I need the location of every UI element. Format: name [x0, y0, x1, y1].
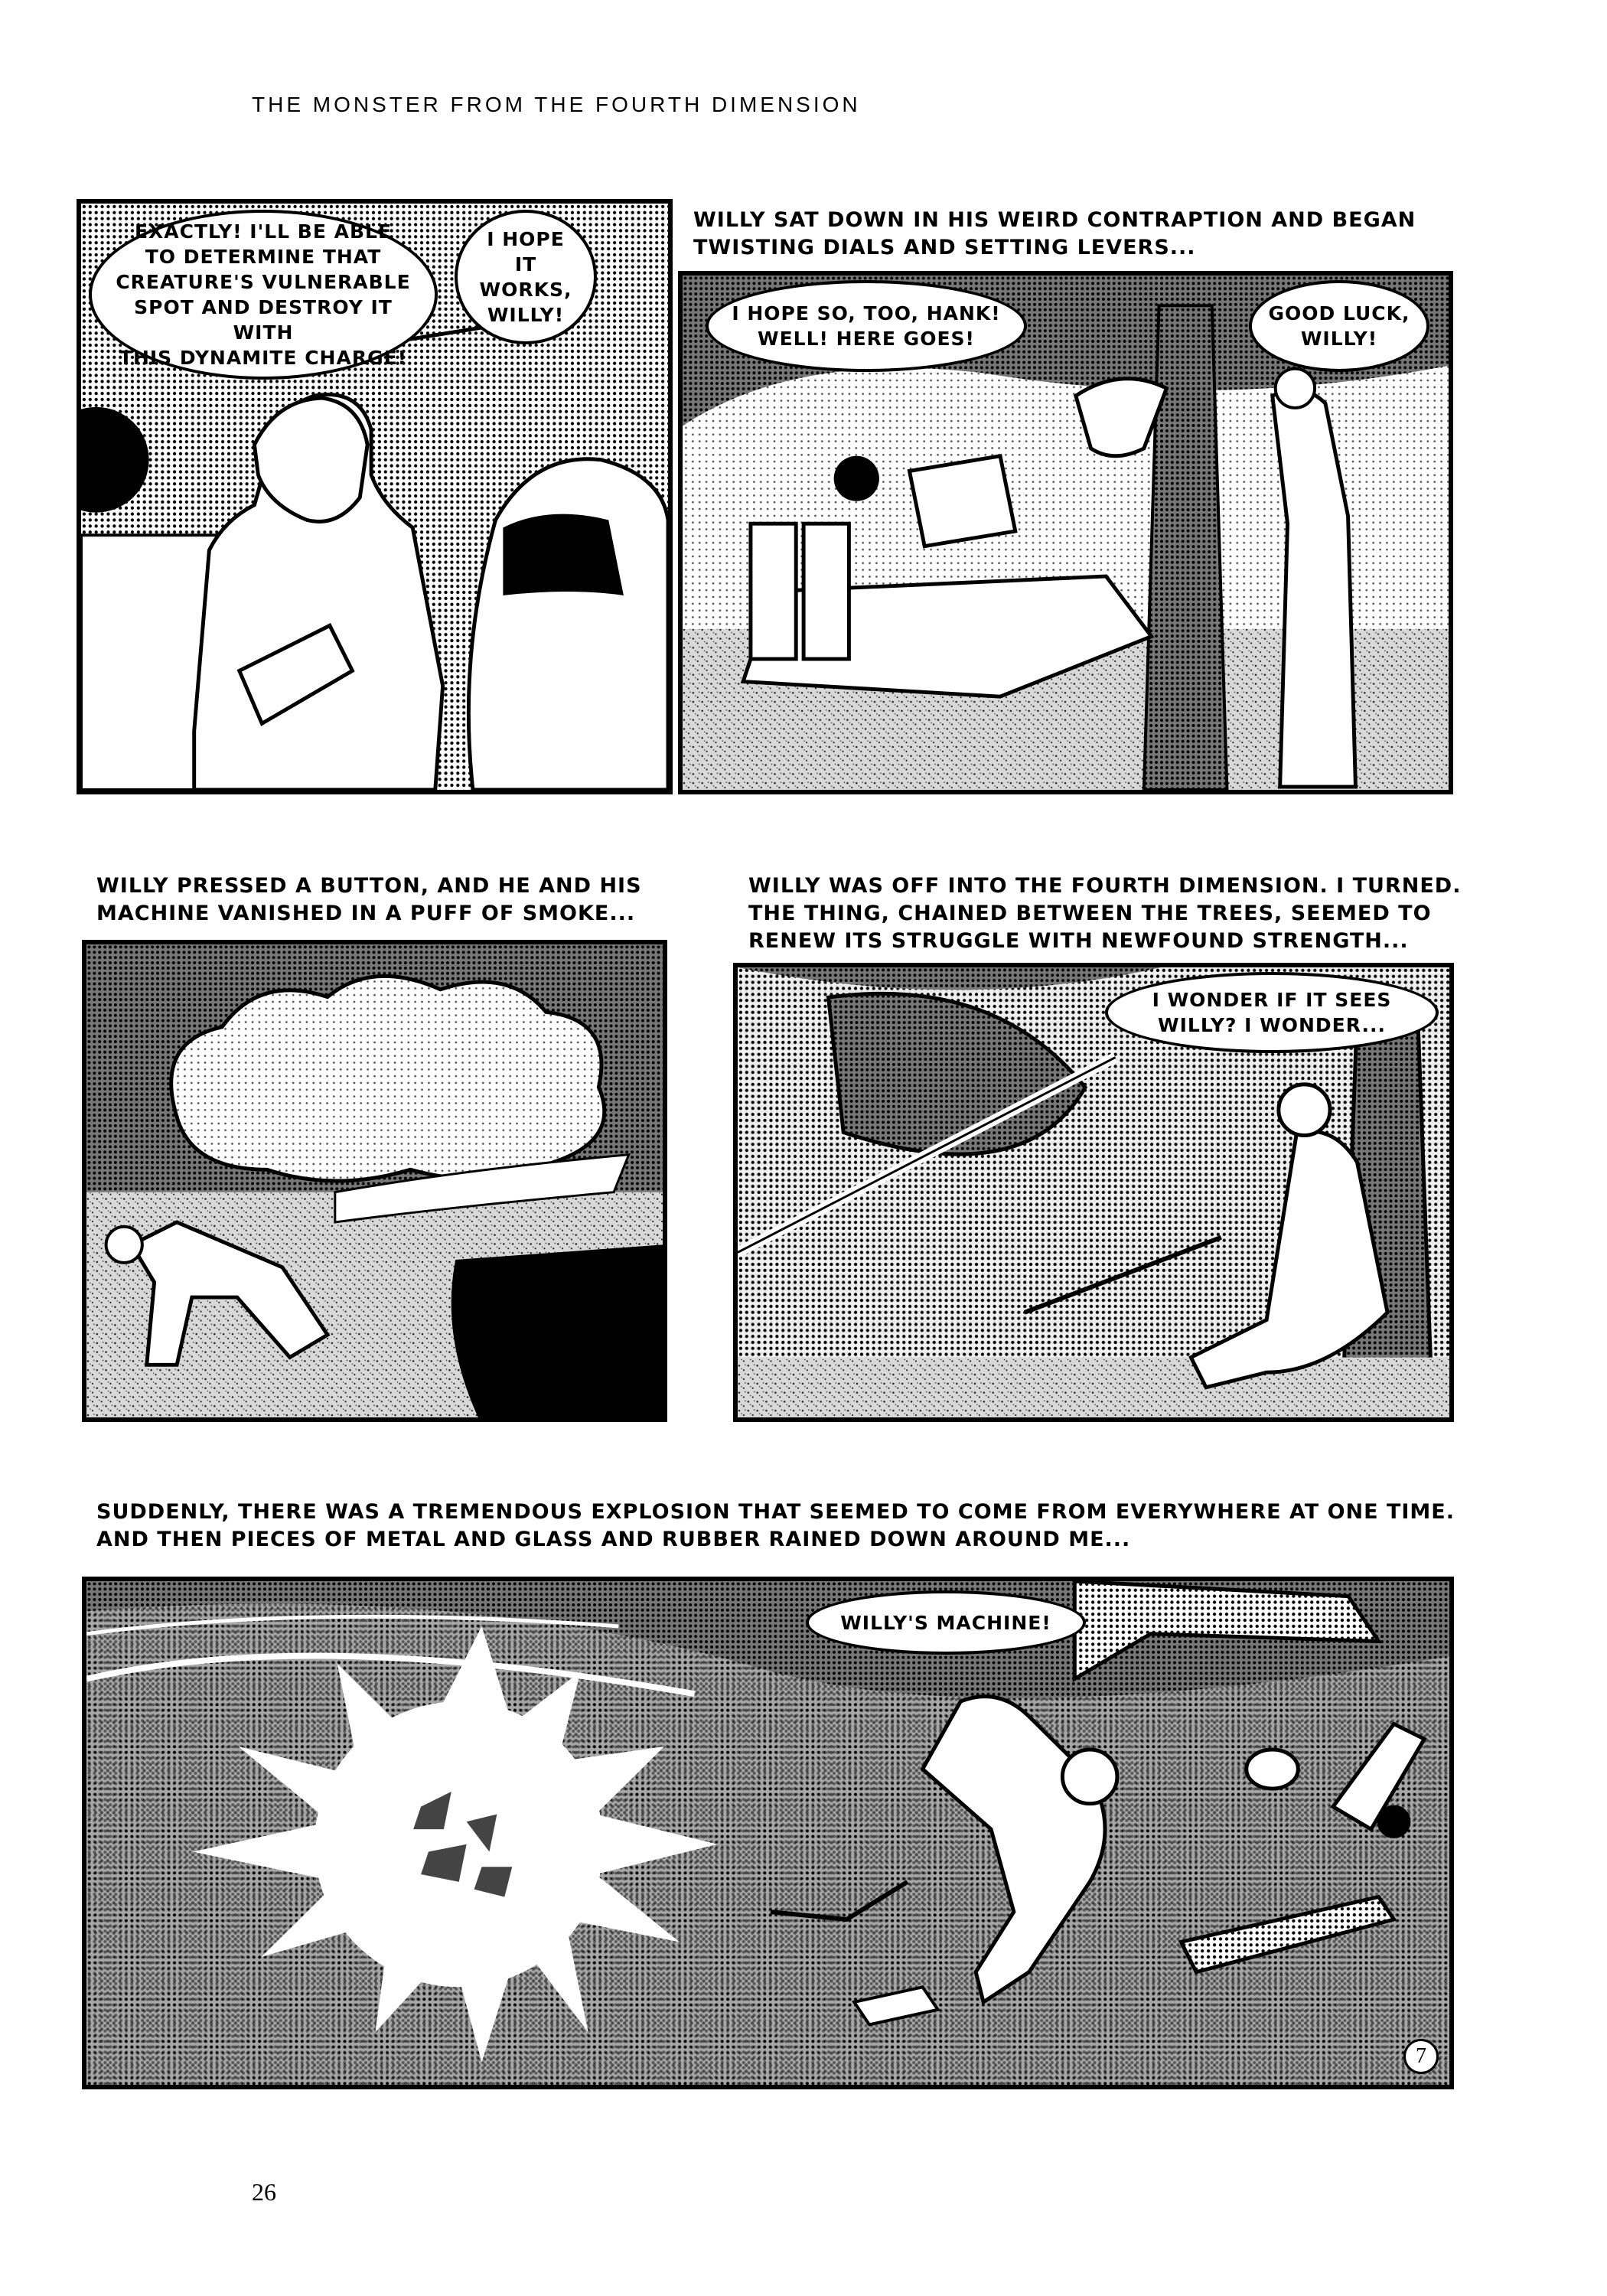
panel-3-caption: WILLY PRESSED A BUTTON, AND HE AND HIS MACHINE VANISHED IN A PUFF OF SMOKE... [96, 874, 642, 925]
panel-1-reply-balloon [455, 210, 597, 344]
panel-1 [77, 199, 673, 794]
panel-5-balloon [806, 1590, 1086, 1655]
panel-5-caption: SUDDENLY, THERE WAS A TREMENDOUS EXPLOSION THAT SEEMED TO COME FROM EVERYWHERE AT ONE TIME. AND THEN PIECES OF METAL AND GLASS AND RUBBER RAINED DOWN AROUND ME... [96, 1500, 1455, 1551]
panel-5 [82, 1577, 1454, 2089]
panel-1-hank-balloon [89, 210, 438, 380]
page-number: 26 [252, 2178, 276, 2206]
panel-4-balloon-text: I WONDER IF IT SEES WILLY? I WONDER... [1152, 989, 1392, 1036]
panel-3-art [86, 944, 663, 1417]
panel-2-hank-text: GOOD LUCK, WILLY! [1268, 302, 1410, 350]
panel-5-balloon-text: WILLY'S MACHINE! [840, 1611, 1051, 1634]
panel-2-willy-text: I HOPE SO, TOO, HANK! WELL! HERE GOES! [732, 302, 1001, 350]
panel-number-badge: 7 [1403, 2039, 1439, 2074]
panel-5-art [86, 1581, 1449, 2085]
running-head: THE MONSTER FROM THE FOURTH DIMENSION [252, 93, 861, 116]
panel-4-balloon [1105, 972, 1439, 1053]
panel-2 [678, 271, 1453, 794]
panel-2-hank-balloon [1249, 280, 1429, 372]
panel-2-willy-balloon [706, 280, 1027, 372]
panel-4 [733, 963, 1454, 1422]
panel-2-caption: WILLY SAT DOWN IN HIS WEIRD CONTRAPTION AND BEGAN TWISTING DIALS AND SETTING LEVERS... [693, 208, 1416, 259]
panel-1-hank-text: EXACTLY! I'LL BE ABLE TO DETERMINE THAT CREATURE'S VULNERABLE SPOT AND DESTROY IT WITH THIS DYNAMITE CHARGE! [116, 220, 411, 369]
panel-3 [82, 940, 667, 1422]
panel-1-reply-text: I HOPE IT WORKS, WILLY! [479, 228, 572, 326]
panel-4-caption: WILLY WAS OFF INTO THE FOURTH DIMENSION. I TURNED. THE THING, CHAINED BETWEEN THE TREES, SEEMED TO RENEW ITS STRUGGLE WITH NEWFOUND STRENGTH... [748, 874, 1462, 953]
